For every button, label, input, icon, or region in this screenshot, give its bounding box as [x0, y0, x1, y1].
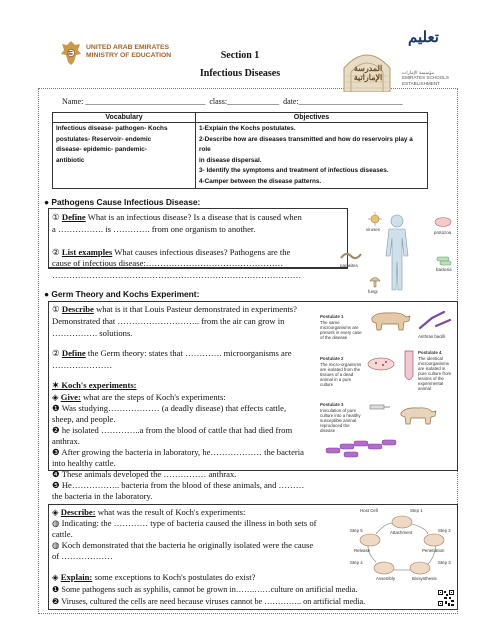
qr-code-icon[interactable]	[438, 590, 454, 606]
koch-results-2: ◍ Koch demonstrated that the bacteria he originally isolated were the cause	[52, 540, 314, 550]
bacteria-chain-icon	[324, 434, 404, 458]
anthrax-label: Anthrax bacilli	[418, 334, 446, 339]
koch-results-q: ◈ Describe: what was the result of Koch's experiments:	[52, 507, 246, 517]
cow-icon	[368, 308, 412, 336]
parasite-icon	[340, 250, 362, 262]
objectives-header: Objectives	[196, 113, 428, 123]
cycle-step-5: Step 5	[350, 528, 363, 533]
viruses-label: viruses	[366, 227, 380, 232]
page-title: Infectious Diseases	[199, 68, 281, 79]
define-infectious-q: ① Define What is an infectious disease? Is a disease that is caused when	[52, 212, 302, 222]
postulate-3-title: Postulate 3	[320, 402, 344, 407]
section-heading-pathogens: ● Pathogens Cause Infectious Disease:	[44, 197, 201, 207]
cycle-assembly: Assembly	[376, 576, 396, 581]
postulate-3-text: Inoculation of pure culture into a healthy susceptible animal reproduced the disease	[320, 408, 361, 433]
cycle-host-cell: Host Cell	[360, 508, 378, 513]
pasteur-answer-1[interactable]: Demonstrated that ……………………….. from the air can grow in	[52, 316, 285, 326]
cycle-release: Release	[354, 548, 371, 553]
virus-icon	[368, 212, 382, 226]
koch-step-2b: anthrax.	[52, 436, 80, 446]
define-infectious-answer[interactable]: a ……………. is …………. from one organism to another.	[52, 224, 256, 234]
parasites-label: parasites	[340, 263, 358, 268]
koch-results-1b: cattle.	[52, 529, 73, 539]
cycle-penetration: Penetration	[422, 548, 445, 553]
koch-step-1a[interactable]: ❶ Was studying……………… (a deadly disease) that effects cattle,	[52, 403, 287, 413]
koch-step-4[interactable]: ❹ These animals developed the …………… anthrax.	[52, 469, 237, 479]
pasteur-answer-2[interactable]: ……………. solutions.	[52, 328, 133, 338]
koch-give-q: ◈ Give: what are the steps of Koch's experiments:	[52, 392, 226, 402]
vocab-header: Vocabulary	[53, 113, 196, 123]
cycle-biosynthesis: Biosynthesis	[412, 576, 437, 581]
protozoa-label: protozoa	[434, 230, 452, 235]
bacteria-icon	[436, 254, 452, 266]
cell-cycle-icon	[356, 514, 448, 578]
list-examples-answer-1[interactable]: cause of infectious disease:…………………………………………	[52, 258, 284, 268]
postulate-4-title: Postulate 4	[418, 350, 442, 355]
virus-lifecycle-figure	[350, 508, 454, 582]
cycle-step-2: Step 2	[438, 528, 451, 533]
koch-step-5a[interactable]: ❺ He…………….. bacteria from the blood of these animals, and ………	[52, 480, 305, 490]
postulate-2-title: Postulate 2	[320, 356, 344, 361]
koch-experiments-title: ✶ Koch's experiments:	[52, 380, 137, 390]
germ-theory-q: ② Define the Germ theory: states that …………. microorganisms are	[52, 348, 292, 358]
postulate-4-text: The identical microorganisms are isolated in pure culture from lesions of the experimental animal	[418, 356, 452, 391]
ministry-text: UNITED ARAB EMIRATES MINISTRY OF EDUCATION	[86, 44, 172, 60]
date-field[interactable]: date:__________________________	[283, 97, 403, 106]
fungi-label: fungi	[368, 289, 378, 294]
class-field[interactable]: class:_____________	[209, 97, 280, 106]
koch-postulates-figure	[320, 300, 454, 460]
petri-dish-icon	[366, 356, 396, 372]
koch-results-1[interactable]: ◍ Indicating: the ………… type of bacteria caused the illness in both sets of	[52, 518, 317, 528]
emirates-school-logo	[338, 28, 458, 94]
postulate-1-title: Postulate 1	[320, 314, 344, 319]
section-label: Section 1	[220, 50, 260, 61]
pathogens-figure	[338, 212, 456, 296]
pasteur-q: ① Describe what is it that Louis Pasteur demonstrated in experiments?	[52, 304, 297, 314]
objectives-cell: 1-Explain the Kochs postulates. 2-Describe how are diseases transmitted and how do reservoirs play a role in disease dispersal. 3- Identify the symptoms and treatment of infectious diseases. 4-Camper between the disease patterns.	[196, 123, 428, 189]
exceptions-1[interactable]: ❶ Some pathogens such as syphilis, cannot be grown in…….……culture on artificial media.	[52, 585, 358, 594]
test-tube-icon	[402, 350, 416, 384]
fungi-icon	[368, 274, 382, 288]
cycle-step-3: Step 3	[438, 560, 451, 565]
koch-step-3b: into healthy cattle.	[52, 458, 116, 468]
cycle-attachment: Attachment	[390, 530, 413, 535]
koch-step-3a[interactable]: ❸ After growing the bacteria in laboratory, he……………… the bacteria	[52, 447, 304, 457]
list-examples-q: ② List examples What causes infectious diseases? Pathogens are the	[52, 247, 291, 257]
sick-cow-icon	[398, 404, 438, 428]
name-field[interactable]: Name: ______________________________	[62, 97, 206, 106]
syringe-icon	[368, 402, 390, 412]
cycle-step-1: Step 1	[410, 508, 423, 513]
list-examples-answer-2[interactable]: ……………………………………………………………………………	[52, 270, 302, 280]
bacteria-label: bacteria	[436, 267, 452, 272]
protozoa-icon	[434, 216, 452, 228]
vocab-objectives-table	[52, 112, 428, 189]
human-silhouette-icon	[382, 214, 412, 292]
section-heading-germ-theory: ● Germ Theory and Kochs Experiment:	[44, 289, 200, 299]
vocab-cell: Infectious disease- pathogen- Kochs postulates- Reservoir- endemic disease- epidemic- pandemic- antibiotic	[53, 123, 196, 189]
postulate-1-text: The same microorganisms are present in every case of the disease	[320, 320, 362, 340]
school-arabic-name: المدرسة الإماراتية	[353, 64, 383, 82]
anthrax-bacilli-icon	[418, 306, 452, 332]
koch-step-5b: the bacteria in the laboratory.	[52, 491, 153, 501]
taleem-tag: تعليم	[408, 30, 439, 46]
koch-step-2a[interactable]: ❷ he isolated …………..a from the blood of cattle that had died from	[52, 425, 293, 435]
exceptions-2[interactable]: ❷ Viruses, cultured the cells are need because viruses cannot be ………….. on artificial media.	[52, 597, 366, 606]
koch-results-2b[interactable]: of ………………	[52, 551, 113, 561]
postulate-2-text: The micro-organisms are isolated from the tissues of a dead animal in a pure culture	[320, 362, 362, 387]
exceptions-q: ◈ Explain: some exceptions to Koch's postulates do exist?	[52, 572, 256, 582]
koch-step-1b: sheep, and people.	[52, 414, 116, 424]
cycle-step-4: Step 4	[350, 560, 363, 565]
name-line	[62, 96, 403, 107]
establishment-text: مؤسسة الإمارات EMIRATES SCHOOLS ESTABLISHMENT	[402, 70, 449, 86]
germ-theory-answer[interactable]: …………………	[52, 360, 113, 370]
